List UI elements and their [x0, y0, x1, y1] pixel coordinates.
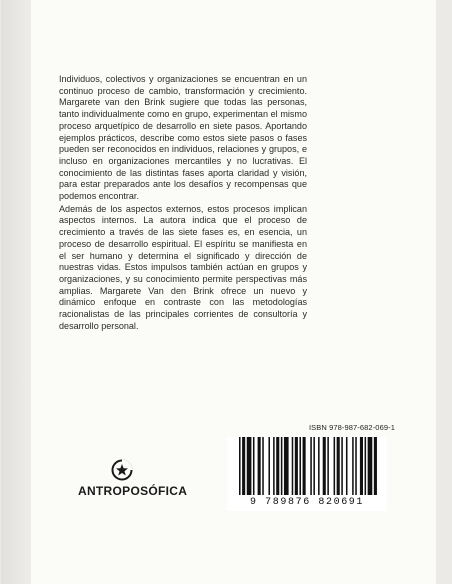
barcode-bar	[313, 437, 315, 495]
barcode-bar	[273, 437, 275, 495]
barcode-bar	[284, 437, 289, 495]
barcode-bar	[374, 437, 377, 495]
publisher-name: ANTROPOSÓFICA	[78, 484, 188, 498]
blurb-paragraph-2: Además de los aspectos externos, estos procesos implican aspectos internos. La autora indica que el proceso de crecimiento a través de las siete fases es, en esencia, un proceso de desarrollo espiritual. El espíritu se manifiesta en el ser humano y determina el significado y dirección de nuestras vidas. Estos impulsos también actúan en grupos y organizaciones, y su conocimiento permite perspectivas más amplias. Margarete Van den Brink ofrece un nuevo y dinámico enfoque en contraste con las metodologías racionalistas de las principales corrientes de consultoría y desarrollo personal.	[59, 203, 307, 331]
barcode-bar	[365, 437, 367, 495]
barcode-bars	[231, 437, 383, 497]
barcode-bar	[303, 437, 306, 495]
barcode-bar	[262, 437, 264, 495]
isbn-label: ISBN 978-987-682-069-1	[308, 423, 395, 432]
barcode-bar	[346, 437, 348, 495]
barcode-bar	[327, 437, 329, 495]
isbn-barcode	[227, 437, 387, 511]
barcode-bar	[295, 437, 298, 495]
barcode-bar	[337, 437, 340, 495]
barcode-bar	[323, 437, 326, 495]
barcode-bar	[268, 437, 270, 495]
barcode-bar	[239, 437, 241, 495]
barcode-bar	[318, 437, 320, 495]
barcode-bar	[253, 437, 255, 495]
barcode-bar	[247, 437, 252, 495]
barcode-bar	[281, 437, 283, 495]
back-cover-blurb	[59, 74, 307, 333]
barcode-bar	[341, 437, 343, 495]
barcode-bar	[299, 437, 301, 495]
barcode-bar	[352, 437, 354, 495]
blurb-paragraph-1: Individuos, colectivos y organizaciones se encuentran en un continuo proceso de cambio, transformación y crecimiento. Margarete van den Brink sugiere que todas las personas, tanto individualmente como en grupo, experimentan el mismo proceso arquetípico de desarrollo en siete pasos. Aportando ejemplos prácticos, describe como estos siete pasos o fases pueden ser reconocidos en individuos, relaciones y grupos, e incluso en organizaciones mercantiles y no lucrativas. El conocimiento de las distintas fases aporta claridad y visión, para estar preparados ante los desafíos y recompensas que podemos encontrar.	[59, 74, 307, 202]
barcode-bar	[310, 437, 312, 495]
barcode-bar	[292, 437, 294, 495]
barcode-bar	[355, 437, 357, 495]
barcode-digits: 9 789876 820691	[249, 497, 364, 508]
publisher-logo-icon	[111, 459, 133, 481]
barcode-bar	[276, 437, 279, 495]
barcode-bar	[242, 437, 245, 495]
barcode-bar	[334, 437, 336, 495]
barcode-bar	[258, 437, 261, 495]
barcode-bar	[360, 437, 363, 495]
barcode-bar	[368, 437, 373, 495]
cover-spine-edge	[1, 0, 31, 584]
